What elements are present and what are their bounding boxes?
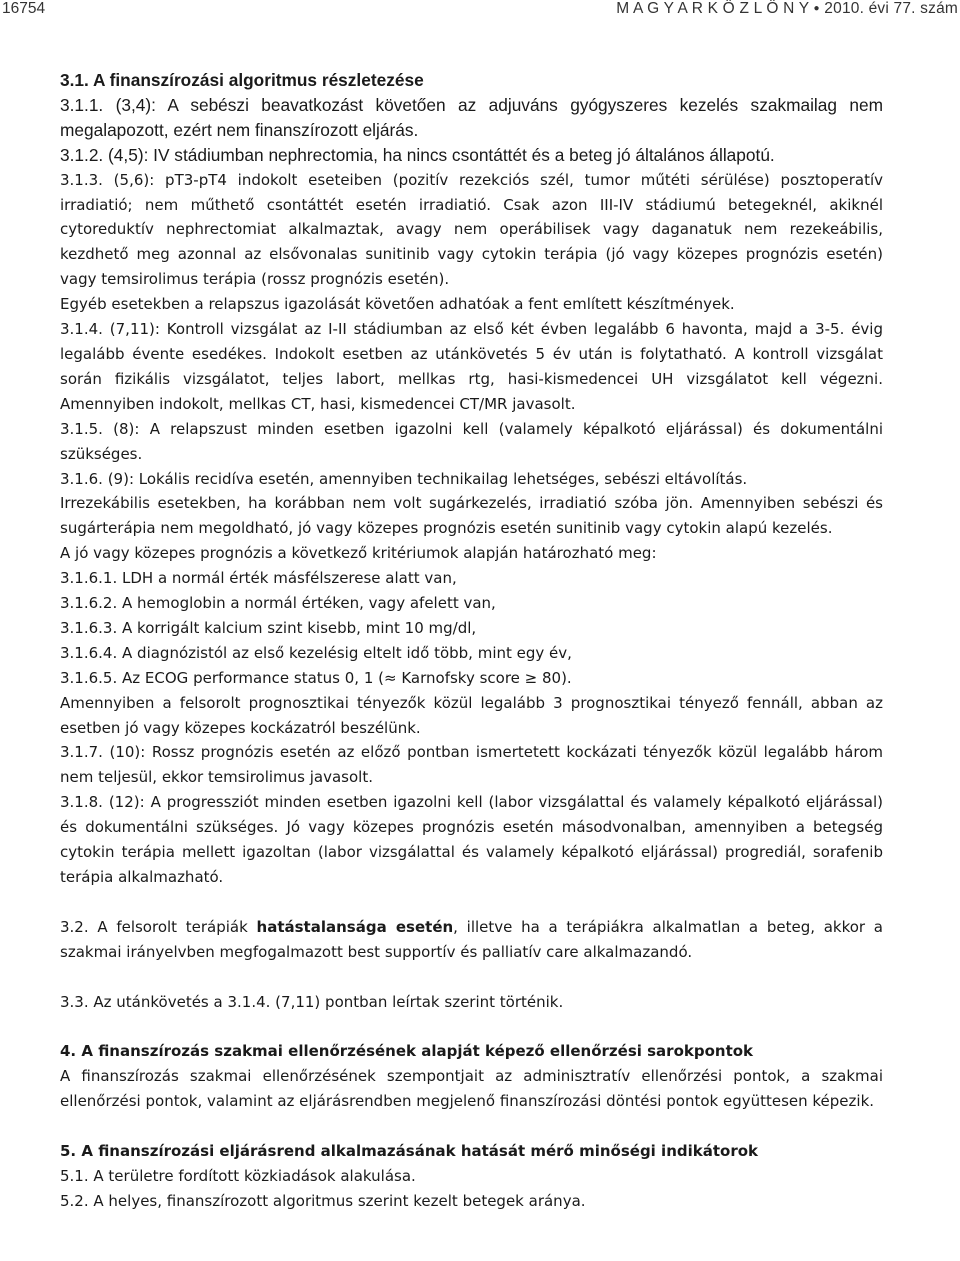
page-header bbox=[0, 0, 960, 22]
paragraph-3-2-start: 3.2. A felsorolt terápiák bbox=[60, 917, 257, 936]
paragraph-3-1-6-d: Amennyiben a felsorolt prognosztikai tényezők közül legalább 3 prognosztikai tényező fennáll, abban az esetben jó vagy közepes kockázatról beszélünk. bbox=[60, 693, 883, 737]
paragraph-3-2-end: , illetve ha a terápiákra alkalmatlan a beteg, akkor a szakmai irányelvben megfogalmazott best supportív és palliatív care alkalmazandó. bbox=[60, 917, 883, 961]
criteria-item: 3.1.6.5. Az ECOG performance status 0, 1 (≈ Karnofsky score ≥ 80). bbox=[60, 668, 572, 687]
issue-number: 2010. évi 77. szám bbox=[824, 0, 958, 17]
paragraph-3-1-6: 3.1.6. (9): Lokális recidíva esetén, amennyiben technikailag lehetséges, sebészi eltávolítás. bbox=[60, 469, 748, 488]
indicator-item: 5.1. A területre fordított közkiadások alakulása. bbox=[60, 1166, 416, 1185]
paragraph-3-3: 3.3. Az utánkövetés a 3.1.4. (7,11) pontban leírtak szerint történik. bbox=[60, 992, 564, 1011]
paragraph-4: A finanszírozás szakmai ellenőrzésének szempontjait az adminisztratív ellenőrzési pontok, a szakmai ellenőrzési pontok, valamint az eljárásrendben megjelenő finanszírozási döntési pontok együttesen képezik. bbox=[60, 1067, 883, 1111]
paragraph-3-2 bbox=[60, 915, 883, 965]
journal-title bbox=[616, 0, 958, 18]
paragraph-3-1-3-b: Egyéb esetekben a relapszus igazolását követően adhatóak a fent említett készítmények. bbox=[60, 295, 735, 314]
section-heading-3-1: 3.1. A finanszírozási algoritmus részletezése bbox=[60, 70, 424, 90]
section-heading-5: 5. A finanszírozási eljárásrend alkalmazásának hatását mérő minőségi indikátorok bbox=[60, 1141, 758, 1160]
criteria-item: 3.1.6.4. A diagnózistól az első kezelésig eltelt idő több, mint egy év, bbox=[60, 643, 572, 662]
paragraph-3-1-7: 3.1.7. (10): Rossz prognózis esetén az előző pontban ismertetett kockázati tényezők közül legalább három nem teljesül, ekkor temsirolimus javasolt. bbox=[60, 743, 883, 787]
document-body bbox=[60, 68, 883, 1214]
section-heading-4: 4. A finanszírozás szakmai ellenőrzésének alapját képező ellenőrzési sarokpontok bbox=[60, 1042, 754, 1061]
paragraph-3-1-6-b: Irrezekábilis esetekben, ha korábban nem volt sugárkezelés, irradiatió szóba jön. Amennyiben sebészi és sugárterápia nem megoldható, jó vagy közepes prognózis esetén sunitinib vagy cytokin alapú kezelés. bbox=[60, 494, 883, 538]
paragraph-3-1-1: 3.1.1. (3,4): A sebészi beavatkozást követően az adjuváns gyógyszeres kezelés szakmailag nem megalapozott, ezért nem finanszírozott eljárás. bbox=[60, 94, 883, 140]
paragraph-3-1-5: 3.1.5. (8): A relapszust minden esetben igazolni kell (valamely képalkotó eljárással) és dokumentálni szükséges. bbox=[60, 419, 883, 463]
page-number: 16754 bbox=[2, 0, 46, 17]
indicator-item: 5.2. A helyes, finanszírozott algoritmus szerint kezelt betegek aránya. bbox=[60, 1191, 586, 1210]
paragraph-3-1-3: 3.1.3. (5,6): pT3-pT4 indokolt eseteiben (pozitív rezekciós szél, tumor műtéti sérülése) posztoperatív irradiatió; nem műthető csontáttét esetén irradiatió. Csak azon III-IV stádiumú betegeknél, akiknél cytoreduktív nephrectomiat alkalmaztak, avagy nem operábilisek vagy daganatuk nem rezekeábilis, kezdhető meg azonnal az elsővonalas sunitinib vagy cytokin terápia (jó vagy közepes prognózis esetén) vagy temsirolimus terápia (rossz prognózis esetén). bbox=[60, 170, 883, 289]
criteria-item: 3.1.6.1. LDH a normál érték másfélszerese alatt van, bbox=[60, 569, 457, 588]
paragraph-3-2-emphasis: hatástalansága esetén bbox=[256, 917, 454, 936]
journal-name: M A G Y A R K Ö Z L Ö N Y bbox=[616, 0, 810, 17]
paragraph-3-1-4: 3.1.4. (7,11): Kontroll vizsgálat az I-II stádiumban az első két évben legalább 6 havonta, majd a 3-5. évig legalább évente esedékes. Indokolt esetben az utánkövetés 5 év után is folytatható. A kontroll vizsgálat során fizikális vizsgálatot, teljes labort, mellkas rtg, hasi-kismedencei UH vizsgálatot kell végezni. Amennyiben indokolt, mellkas CT, hasi, kismedencei CT/MR javasolt. bbox=[60, 320, 883, 413]
paragraph-3-1-8: 3.1.8. (12): A progressziót minden esetben igazolni kell (labor vizsgálattal és valamely képalkotó eljárással) és dokumentálni szükséges. Jó vagy közepes prognózis esetén másodvonalban, amennyiben a betegség cytokin terápia mellett igazoltan (labor vizsgálattal és valamely képalkotó eljárással) progrediál, sorafenib terápia alkalmazható. bbox=[60, 793, 883, 886]
paragraph-3-1-2: 3.1.2. (4,5): IV stádiumban nephrectomia, ha nincs csontáttét és a beteg jó általános állapotú. bbox=[60, 144, 775, 165]
criteria-item: 3.1.6.3. A korrigált kalcium szint kisebb, mint 10 mg/dl, bbox=[60, 618, 477, 637]
bullet-dot-icon: ● bbox=[813, 3, 820, 14]
criteria-item: 3.1.6.2. A hemoglobin a normál értéken, vagy afelett van, bbox=[60, 594, 496, 613]
paragraph-3-1-6-c: A jó vagy közepes prognózis a következő kritériumok alapján határozható meg: bbox=[60, 544, 657, 563]
